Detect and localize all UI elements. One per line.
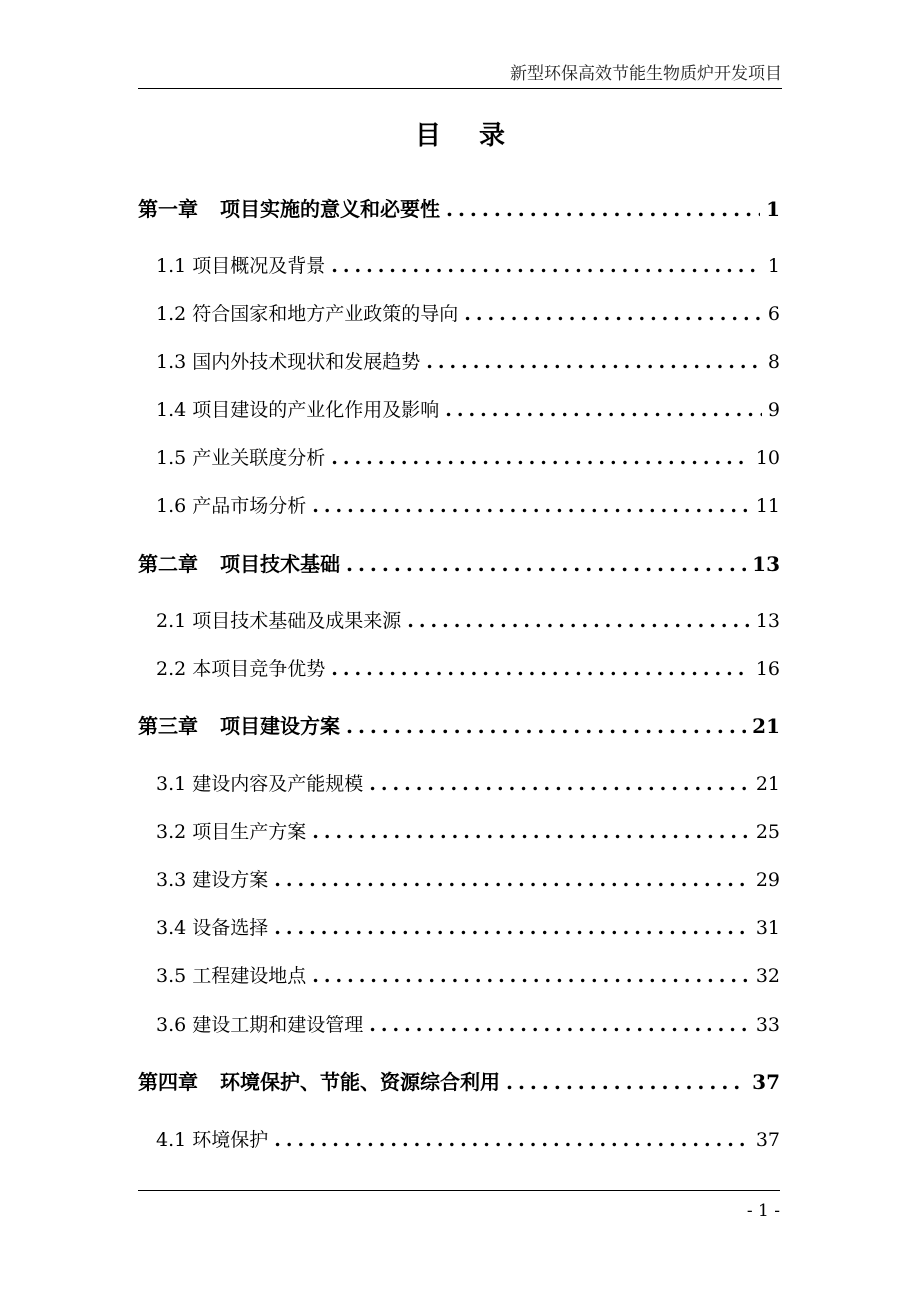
toc-section-1-2[interactable] (138, 300, 780, 328)
toc-page-number: 10 (755, 447, 780, 469)
toc-section-3-1[interactable] (138, 770, 780, 798)
toc-page-number: 29 (755, 869, 780, 891)
toc-entry-label: 1.2 符合国家和地方产业政策的导向 (156, 303, 459, 325)
toc-section-1-6[interactable] (138, 492, 780, 520)
toc-page-number: 25 (755, 821, 780, 843)
toc-leader-dots (426, 348, 762, 376)
toc-chapter-4[interactable] (138, 1068, 780, 1096)
toc-entry-label: 1.3 国内外技术现状和发展趋势 (156, 351, 421, 373)
toc-leader-dots (312, 962, 750, 990)
toc-page-number: 13 (752, 552, 780, 576)
toc-leader-dots (331, 655, 750, 683)
toc-page-number: 8 (767, 351, 780, 373)
toc-section-3-2[interactable] (138, 818, 780, 846)
toc-entry-label: 第二章 项目技术基础 (138, 552, 340, 576)
toc-entry-label: 1.6 产品市场分析 (156, 495, 307, 517)
toc-entry-label: 3.3 建设方案 (156, 869, 269, 891)
toc-leader-dots (407, 607, 750, 635)
toc-leader-dots (274, 1126, 750, 1154)
toc-page-number: 1 (766, 197, 780, 221)
toc-section-4-1[interactable] (138, 1126, 780, 1154)
toc-chapter-2[interactable] (138, 550, 780, 578)
toc-leader-dots (312, 492, 750, 520)
toc-section-1-3[interactable] (138, 348, 780, 376)
toc-entry-label: 3.1 建设内容及产能规模 (156, 773, 364, 795)
footer-page-number: - 1 - (746, 1201, 780, 1221)
toc-section-2-2[interactable] (138, 655, 780, 683)
toc-page-number: 16 (755, 658, 780, 680)
toc-page-number: 21 (755, 773, 780, 795)
toc-section-1-1[interactable] (138, 252, 780, 280)
toc-leader-dots (274, 914, 750, 942)
toc-page-number: 31 (755, 917, 780, 939)
toc-page-number: 13 (755, 610, 780, 632)
toc-leader-dots (312, 818, 750, 846)
toc-entry-label: 3.2 项目生产方案 (156, 821, 307, 843)
toc-leader-dots (369, 770, 750, 798)
toc-page-number: 33 (755, 1014, 780, 1036)
toc-section-1-5[interactable] (138, 444, 780, 472)
toc-leader-dots (464, 300, 762, 328)
table-of-contents (138, 0, 780, 1302)
toc-leader-dots (445, 396, 762, 424)
toc-entry-label: 3.6 建设工期和建设管理 (156, 1014, 364, 1036)
running-header: 新型环保高效节能生物质炉开发项目 (510, 64, 782, 84)
toc-entry-label: 第一章 项目实施的意义和必要性 (138, 197, 440, 221)
toc-page-number: 37 (752, 1070, 780, 1094)
toc-leader-dots (446, 195, 760, 223)
toc-entry-label: 第四章 环境保护、节能、资源综合利用 (138, 1070, 500, 1094)
toc-entry-label: 2.2 本项目竞争优势 (156, 658, 326, 680)
toc-leader-dots (346, 712, 746, 740)
toc-chapter-3[interactable] (138, 712, 780, 740)
toc-section-3-4[interactable] (138, 914, 780, 942)
toc-leader-dots (331, 444, 750, 472)
toc-entry-label: 第三章 项目建设方案 (138, 714, 340, 738)
toc-section-2-1[interactable] (138, 607, 780, 635)
toc-section-3-3[interactable] (138, 866, 780, 894)
toc-entry-label: 4.1 环境保护 (156, 1129, 269, 1151)
toc-entry-label: 2.1 项目技术基础及成果来源 (156, 610, 402, 632)
toc-section-3-6[interactable] (138, 1011, 780, 1039)
toc-leader-dots (274, 866, 750, 894)
toc-page-number: 9 (767, 399, 780, 421)
toc-page-number: 11 (755, 495, 780, 517)
toc-page-number: 21 (752, 714, 780, 738)
footer-rule (138, 1190, 780, 1191)
toc-entry-label: 1.1 项目概况及背景 (156, 255, 326, 277)
toc-title: 目录 (414, 121, 543, 151)
toc-section-1-4[interactable] (138, 396, 780, 424)
toc-leader-dots (331, 252, 762, 280)
toc-leader-dots (346, 550, 746, 578)
toc-entry-label: 3.5 工程建设地点 (156, 965, 307, 987)
toc-entry-label: 1.4 项目建设的产业化作用及影响 (156, 399, 440, 421)
toc-page-number: 32 (755, 965, 780, 987)
toc-section-3-5[interactable] (138, 962, 780, 990)
toc-entry-label: 3.4 设备选择 (156, 917, 269, 939)
toc-page-number: 1 (767, 255, 780, 277)
toc-entry-label: 1.5 产业关联度分析 (156, 447, 326, 469)
toc-leader-dots (369, 1011, 750, 1039)
toc-chapter-1[interactable] (138, 195, 780, 223)
toc-page-number: 6 (767, 303, 780, 325)
toc-leader-dots (506, 1068, 746, 1096)
toc-page-number: 37 (755, 1129, 780, 1151)
